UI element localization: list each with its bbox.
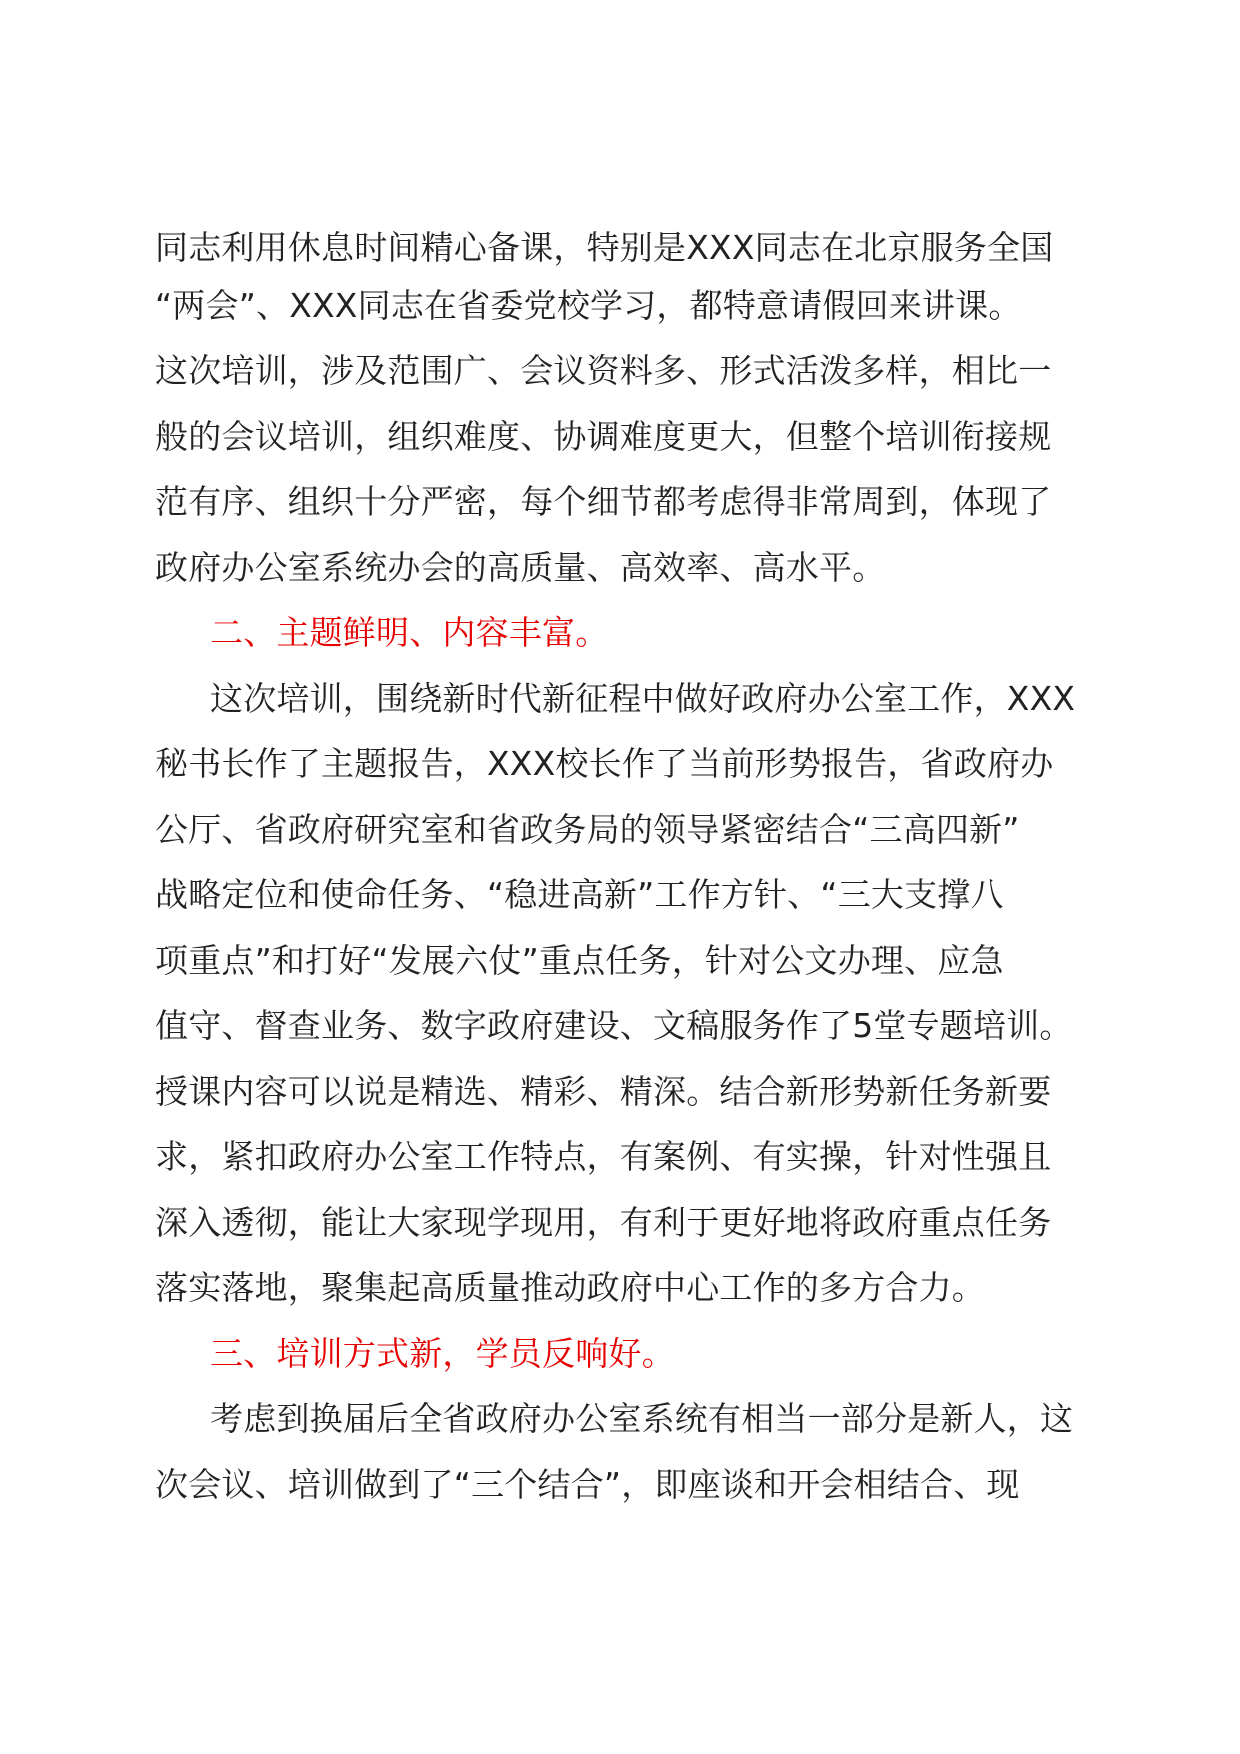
body-text-line: 考虑到换届后全省政府办公室系统有相当一部分是新人，这 <box>210 1399 1074 1438</box>
body-text-line: 落实落地，聚集起高质量推动政府中心工作的多方合力。 <box>155 1268 985 1307</box>
body-text-line: 政府办公室系统办会的高质量、高效率、高水平。 <box>155 548 886 587</box>
body-text-line: 授课内容可以说是精选、精彩、精深。结合新形势新任务新要 <box>155 1072 1052 1111</box>
body-text-line: 值守、督查业务、数字政府建设、文稿服务作了5堂专题培训。 <box>155 1006 1073 1045</box>
body-text-line: 次会议、培训做到了“三个结合”，即座谈和开会相结合、现 <box>155 1465 1020 1504</box>
body-text-line: 求，紧扣政府办公室工作特点，有案例、有实操，针对性强且 <box>155 1137 1052 1176</box>
body-text-line: 战略定位和使命任务、“稳进高新”工作方针、“三大支撑八 <box>155 875 1004 914</box>
section-heading-3: 三、培训方式新，学员反响好。 <box>210 1334 675 1373</box>
body-text-line: 般的会议培训，组织难度、协调难度更大，但整个培训衔接规 <box>155 417 1052 456</box>
body-text-line: 这次培训，涉及范围广、会议资料多、形式活泼多样，相比一 <box>155 351 1052 390</box>
body-text-line: 范有序、组织十分严密，每个细节都考虑得非常周到，体现了 <box>155 482 1052 521</box>
body-text-line: “两会”、XXX同志在省委党校学习，都特意请假回来讲课。 <box>155 286 1022 325</box>
body-text-line: 公厅、省政府研究室和省政务局的领导紧密结合“三高四新” <box>155 810 1020 849</box>
body-text-line: 深入透彻，能让大家现学现用，有利于更好地将政府重点任务 <box>155 1203 1052 1242</box>
body-text-line: 项重点”和打好“发展六仗”重点任务，针对公文办理、应急 <box>155 941 1004 980</box>
section-heading-2: 二、主题鲜明、内容丰富。 <box>210 613 609 652</box>
body-text-line: 这次培训，围绕新时代新征程中做好政府办公室工作，XXX <box>210 679 1076 718</box>
body-text-line: 同志利用休息时间精心备课，特别是XXX同志在北京服务全国 <box>155 228 1054 267</box>
body-text-line: 秘书长作了主题报告，XXX校长作了当前形势报告，省政府办 <box>155 744 1054 783</box>
